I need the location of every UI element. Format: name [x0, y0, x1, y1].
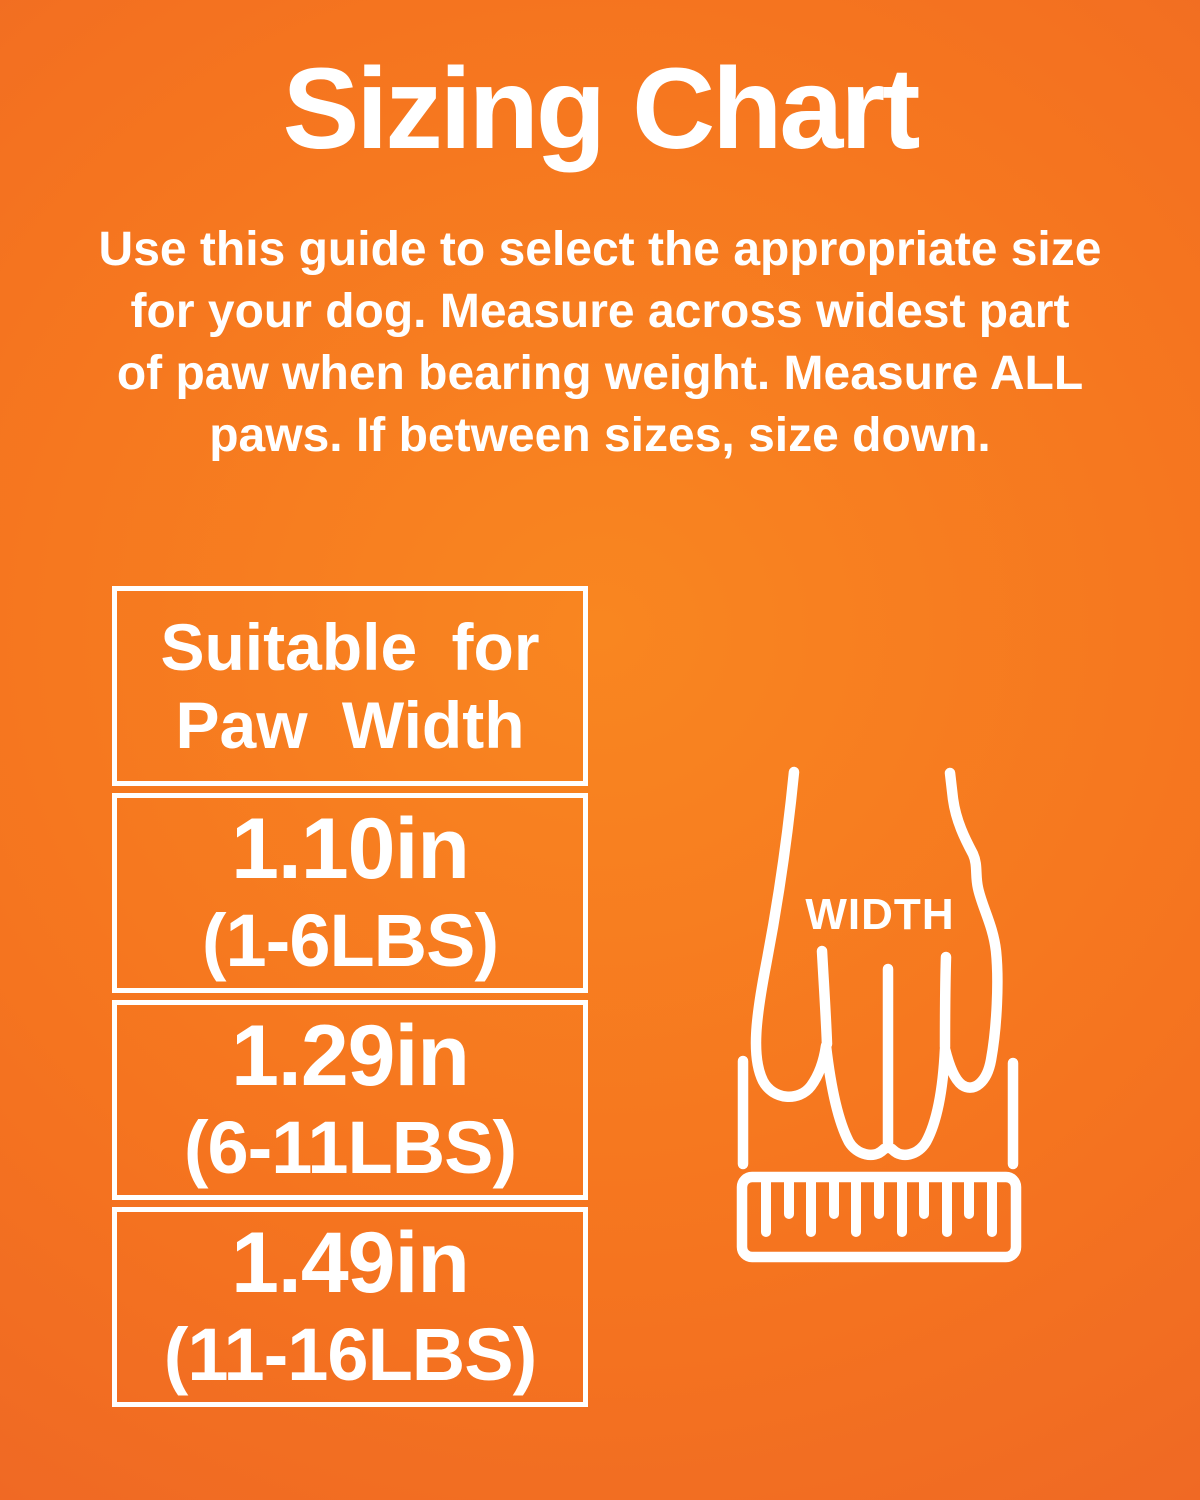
paw-toe-line-right	[945, 957, 946, 1047]
intro-line: paws. If between sizes, size down.	[209, 409, 991, 462]
ruler-ticks	[766, 1180, 992, 1232]
table-row	[112, 793, 588, 993]
paw-width-value: 1.10in	[231, 801, 469, 897]
width-label: WIDTH	[805, 890, 955, 939]
table-row	[112, 1207, 588, 1407]
intro-line: for your dog. Measure across widest part	[130, 285, 1070, 338]
table-header-line: Paw Width	[175, 688, 525, 762]
paw-width-diagram	[730, 755, 1030, 1275]
weight-range: (1-6LBS)	[201, 899, 499, 982]
weight-range: (6-11LBS)	[183, 1106, 517, 1189]
weight-range: (11-16LBS)	[163, 1313, 537, 1396]
paw-width-value: 1.49in	[231, 1215, 469, 1311]
size-table	[112, 586, 588, 1414]
table-header-cell	[112, 586, 588, 786]
page-title: Sizing Chart	[282, 45, 918, 173]
paw-toe-line-left	[822, 951, 827, 1044]
intro-line: Use this guide to select the appropriate size	[98, 223, 1102, 276]
intro-line: of paw when bearing weight. Measure ALL	[116, 347, 1084, 400]
table-header-line: Suitable for	[160, 610, 540, 684]
intro-text	[0, 219, 1200, 467]
paw-width-value: 1.29in	[231, 1008, 469, 1104]
paw-outline-icon	[756, 772, 997, 1155]
table-row	[112, 1000, 588, 1200]
